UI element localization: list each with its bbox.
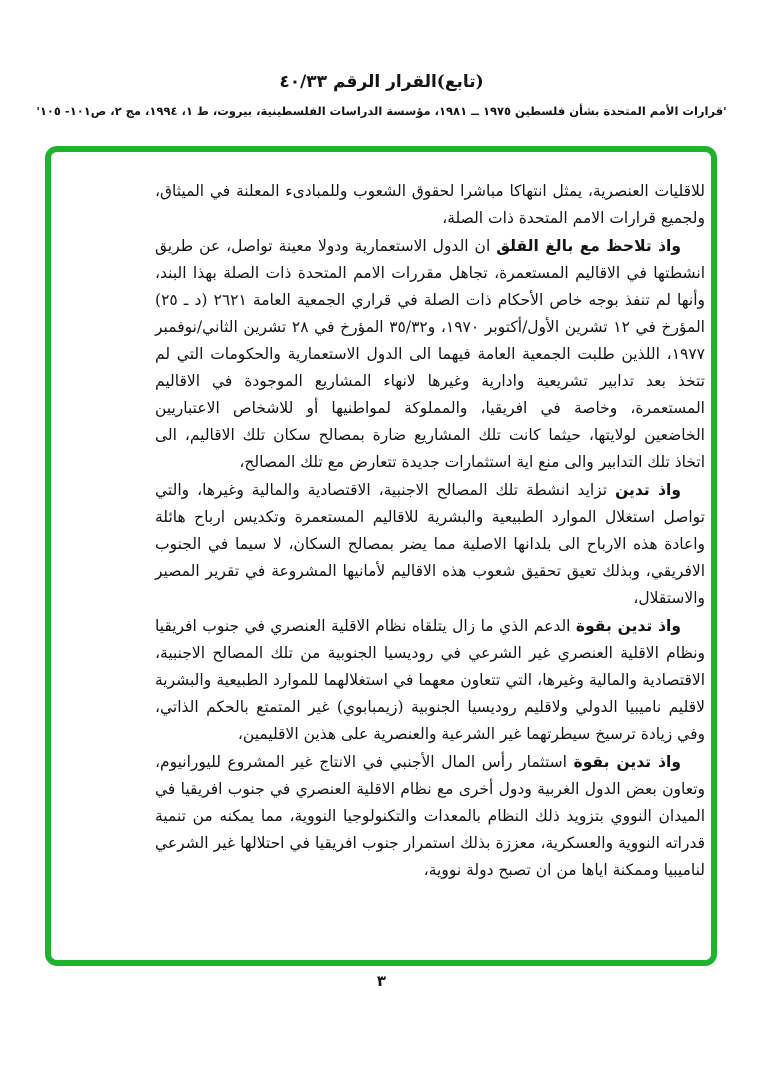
paragraph-body: الدعم الذي ما زال يتلقاه نظام الاقلية العنصري في جنوب افريقيا ونظام الاقلية العنصري غير الشرعي في روديسيا الجنوبية من تلك المصالح الاجنبية، الاقتصادية والمالية وغيرها، التي تتعاون معهما في استغلالهما للموارد الطبيعية والبشرية لاقليم ناميبيا الدولي ولاقليم روديسيا الجنوبية (زيمبابوي) غير المتمتع بالحكم الذاتي، وفي زيادة ترسيخ سيطرتهما غير الشرعية والعنصرية على هذين الاقليمين، [155,617,705,743]
resolution-title: (تابع)القرار الرقم ٤٠/٣٣ [279,72,484,92]
paragraph-lead: واذ تدين [615,480,682,499]
paragraph [155,612,705,748]
paragraph [155,748,705,884]
paragraph-body: ان الدول الاستعمارية ودولا معينة تواصل، عن طريق انشطتها في الاقاليم المستعمرة، تجاهل مقررات الامم المتحدة ذات الصلة بهذا البند، وأنها لم تنفذ بوجه خاص الأحكام ذات الصلة في قراري الجمعية العامة ٢٦٢١ (د ـ ٢٥) المؤرخ في ١٢ تشرين الأول/أكتوبر ١٩٧٠، و٣٥/٣٢ المؤرخ في ٢٨ تشرين الثاني/نوفمبر ١٩٧٧، اللذين طلبت الجمعية العامة فيهما الى الدول الاستعمارية والحكومات التي لم تتخذ بعد تدابير تشريعية وادارية وغيرها لانهاء المشاريع الموجودة في الاقاليم المستعمرة، وخاصة في افريقيا، والمملوكة لمواطنيها أو للاشخاص الاعتباريين الخاضعين لولايتها، حيثما كانت تلك المشاريع ضارة بمصالح سكان تلك الاقاليم، الى اتخاذ تلك التدابير والى منع اية استثمارات جديدة تتعارض مع تلك المصالح، [155,237,705,471]
document-frame [45,146,717,966]
paragraph [155,476,705,612]
paragraph-body: تزايد انشطة تلك المصالح الاجنبية، الاقتصادية والمالية وغيرها، والتي تواصل استغلال الموارد الطبيعية والبشرية للاقاليم المستعمرة وتكديس ارباح هائلة واعادة هذه الارباح الى بلدانها الاصلية مما يضر بمصالح السكان، لا سيما في الجنوب الافريقي، وبذلك تعيق تحقيق شعوب هذه الاقاليم لأمانيها المشروعة في تقرير المصير والاستقلال، [155,481,705,607]
resolution-text-column [155,178,705,884]
paragraph-lead: واذ تدين بقوة [573,752,681,771]
paragraph-lead: واذ تلاحظ مع بالغ القلق [496,236,681,255]
paragraph-body: استثمار رأس المال الأجنبي في الانتاج غير المشروع لليورانيوم، وتعاون بعض الدول الغربية ودول أخرى مع نظام الاقلية العنصري في جنوب افريقيا في الميدان النووي بتزويد ذلك النظام بالمعدات والتكنولوجيا النووية، مما يمكنه من تنمية قدراته النووية والعسكرية، معززة بذلك استمرار جنوب افريقيا في احتلالها غير الشرعي لناميبيا وممكنة اياها من ان تصبح دولة نووية، [155,753,705,879]
paragraph [155,178,705,232]
paragraph [155,232,705,476]
source-citation: 'قرارات الأمم المتحدة بشأن فلسطين ١٩٧٥ ــ ١٩٨١، مؤسسة الدراسات الفلسطينية، بيروت، ط ١، ١٩٩٤، مج ٢، ص١٠١- ١٠٥' [36,104,727,118]
page-number: ٣ [376,972,387,990]
paragraph-lead: واذ تدين بقوة [575,616,681,635]
paragraph-body: للاقليات العنصرية، يمثل انتهاكا مباشرا لحقوق الشعوب وللمبادىء المعلنة في الميثاق، ولجميع قرارات الامم المتحدة ذات الصلة، [155,182,705,227]
